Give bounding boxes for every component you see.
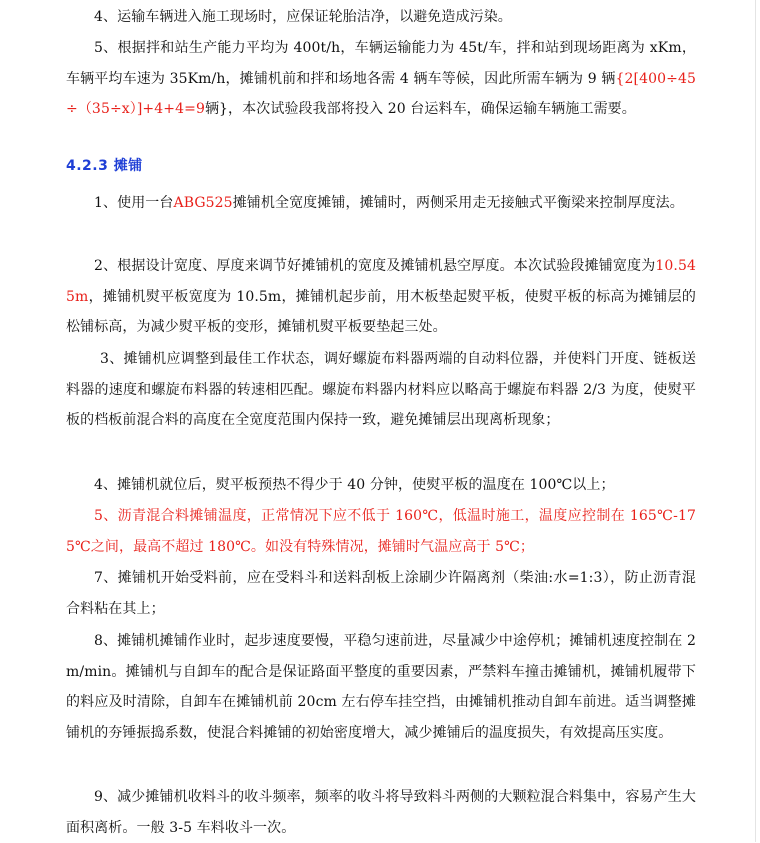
paragraph-text: 2、根据设计宽度、厚度来调节好摊铺机的宽度及摊铺机悬空厚度。本次试验段摊铺宽度为 — [94, 258, 656, 274]
paragraph-paving-4 — [66, 470, 696, 501]
paragraph-paving-8 — [66, 626, 696, 748]
paragraph-text: 3、摊铺机应调整到最佳工作状态，调好螺旋布料器两端的自动料位器，并使料门开度、链板送料器的速度和螺旋布料器的转速相匹配。螺旋布料器内材料应以略高于螺旋布料器 2/3 为度，使熨平板的档板前混合料的高度在全宽度范围内保持一致，避免摊铺层出现离析现象； — [66, 351, 696, 428]
paragraph-paving-7 — [66, 563, 696, 624]
paragraph-text: 摊铺机全宽度摊铺，摊铺时，两侧采用走无接触式平衡梁来控制厚度法。 — [232, 195, 684, 211]
paragraph-transport-4 — [66, 2, 696, 33]
paragraph-text: 7、摊铺机开始受料前，应在受料斗和送料刮板上涂刷少许隔离剂（柴油:水=1:3），防止沥青混合料粘在其上； — [66, 570, 696, 617]
paragraph-text: 9、减少摊铺机收料斗的收斗频率，频率的收斗将导致料斗两侧的大颗粒混合料集中，容易产生大面积离析。一般 3-5 车料收斗一次。 — [66, 789, 696, 836]
paragraph-paving-9 — [66, 782, 696, 843]
paragraph-paving-3 — [66, 344, 696, 436]
paragraph-text: 4、摊铺机就位后，熨平板预热不得少于 40 分钟，使熨平板的温度在 100℃以上； — [94, 477, 615, 493]
paragraph-text: 8、摊铺机摊铺作业时，起步速度要慢，平稳匀速前进，尽量减少中途停机；摊铺机速度控制在 2m/min。摊铺机与自卸车的配合是保证路面平整度的重要因素，严禁料车撞击摊铺机，摊铺机履带下的料应及时清除，自卸车在摊铺机前 20cm 左右停车挂空挡，由摊铺机推动自卸车前进。适当调整摊铺机的夯锤振捣系数，使混合料摊铺的初始密度增大，减少摊铺后的温度损失，有效提高压实度。 — [66, 633, 696, 741]
vehicle-formula: {2[400÷45÷（35÷x）]+4+4=9 — [66, 70, 696, 117]
paragraph-paving-2 — [66, 251, 696, 343]
paving-width-value: 10.545m — [66, 258, 696, 305]
paragraph-text: 5、沥青混合料摊铺温度，正常情况下应不低于 160℃，低温时施工，温度应控制在 165℃-175℃之间，最高不超过 180℃。如没有特殊情况，摊铺时气温应高于 5℃； — [66, 508, 696, 555]
paragraph-paving-5 — [66, 501, 696, 562]
paragraph-text: 5、根据拌和站生产能力平均为 400t/h，车辆运输能力为 45t/车，拌和站到现场距离为 xKm，车辆平均车速为 35Km/h，摊铺机前和拌和场地各需 4 辆车等候，因此所需车辆为 9 辆 — [66, 40, 696, 87]
paragraph-text: ，摊铺机熨平板宽度为 10.5m，摊铺机起步前，用木板垫起熨平板，使熨平板的标高为摊铺层的松铺标高，为减少熨平板的变形，摊铺机熨平板要垫起三处。 — [66, 288, 696, 335]
page-edge-divider — [755, 0, 756, 842]
paragraph-paving-1 — [66, 188, 696, 219]
paver-model: ABG525 — [173, 195, 233, 211]
paragraph-transport-5 — [66, 33, 696, 125]
paragraph-text: 1、使用一台 — [94, 195, 174, 211]
paragraph-text: 4、运输车辆进入施工现场时，应保证轮胎洁净，以避免造成污染。 — [94, 9, 512, 25]
section-heading: 4.2.3 摊铺 — [66, 158, 143, 174]
paragraph-text: 辆}，本次试验段我部将投入 20 台运料车，确保运输车辆施工需要。 — [204, 101, 636, 117]
